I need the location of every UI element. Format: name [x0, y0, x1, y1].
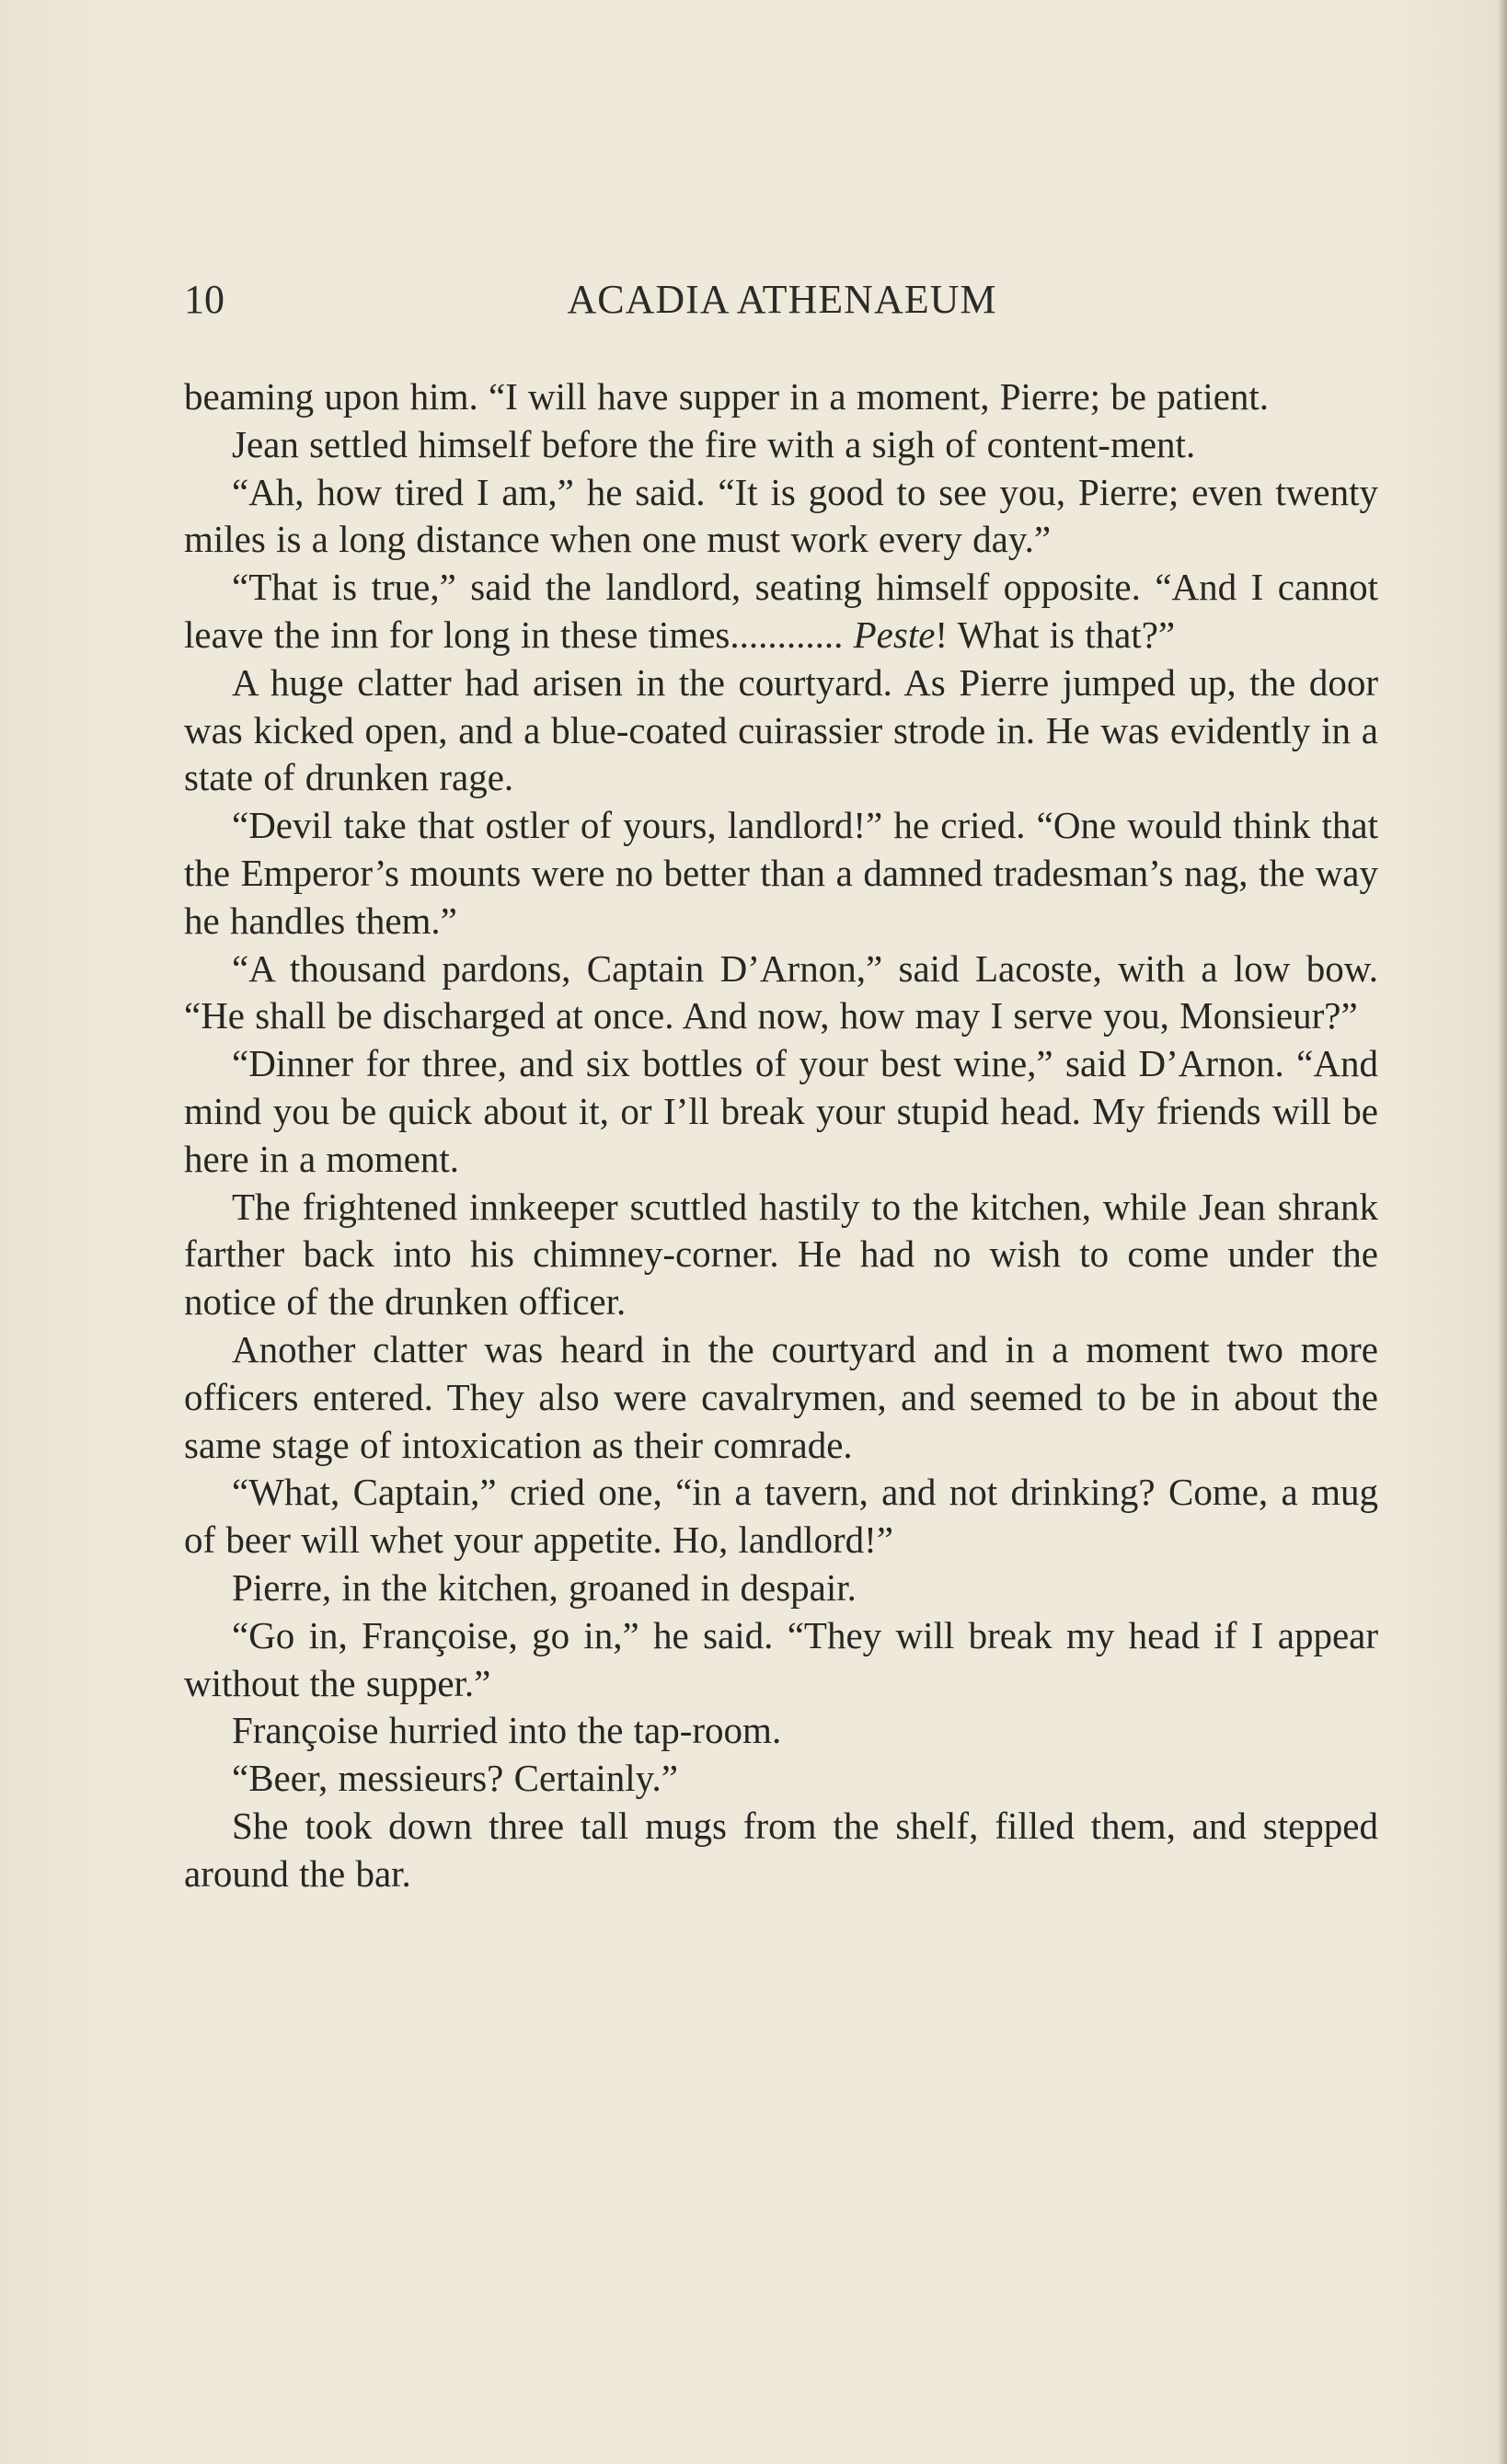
article-body: [184, 373, 1378, 1898]
paragraph: Françoise hurried into the tap-room.: [232, 1709, 782, 1752]
paragraph: “Beer, messieurs? Certainly.”: [232, 1757, 678, 1800]
paragraph: “Dinner for three, and six bottles of your best wine,” said D’Arnon. “And mind you be quick about it, or I’ll break your stupid head. My friends will be here in a moment.: [184, 1042, 1378, 1180]
paragraph: “A thousand pardons, Captain D’Arnon,” said Lacoste, with a low bow. “He shall be discharged at once. And now, how may I serve you, Monsieur?”: [184, 946, 1378, 1037]
paragraph: “What, Captain,” cried one, “in a tavern, and not drinking? Come, a mug of beer will whet your appetite. Ho, landlord!”: [184, 1471, 1378, 1562]
italic-word: Peste: [853, 613, 936, 656]
paragraph-text-tail: ! What is that?”: [935, 613, 1176, 656]
paragraph: Jean settled himself before the fire with a sigh of content-ment.: [232, 422, 1196, 465]
paragraph: The frightened innkeeper scuttled hastily to the kitchen, while Jean shrank farther back into his chimney-corner. He had no wish to come under the notice of the drunken officer.: [184, 1185, 1378, 1324]
page-edge-shadow: [1498, 0, 1507, 2464]
paragraph: beaming upon him. “I will have supper in a moment, Pierre; be patient.: [184, 375, 1270, 418]
page-number: 10: [184, 277, 224, 322]
paragraph: Another clatter was heard in the courtyard and in a moment two more officers entered. They also were cavalrymen, and seemed to be in about the same stage of intoxication as their comrade.: [184, 1327, 1378, 1466]
paragraph: Pierre, in the kitchen, groaned in despair.: [232, 1565, 857, 1609]
paragraph: She took down three tall mugs from the shelf, filled them, and stepped around the bar.: [184, 1804, 1378, 1895]
page-header: [184, 276, 1380, 331]
paragraph: [184, 564, 1378, 659]
paragraph-text: “That is true,” said the landlord, seating himself opposite. “And I cannot leave the inn for long in these times............: [184, 566, 1378, 656]
paragraph: A huge clatter had arisen in the courtyard. As Pierre jumped up, the door was kicked open, and a blue-coated cuirassier strode in. He was evidently in a state of drunken rage.: [184, 660, 1378, 799]
paragraph: “Ah, how tired I am,” he said. “It is good to see you, Pierre; even twenty miles is a long distance when one must work every day.”: [184, 470, 1378, 561]
paragraph: “Go in, Françoise, go in,” he said. “They will break my head if I appear without the supper.”: [184, 1613, 1378, 1704]
paragraph: “Devil take that ostler of yours, landlord!” he cried. “One would think that the Emperor’s mounts were no better than a damned tradesman’s nag, the way he handles them.”: [184, 804, 1378, 942]
running-title: ACADIA ATHENAEUM: [567, 277, 997, 322]
